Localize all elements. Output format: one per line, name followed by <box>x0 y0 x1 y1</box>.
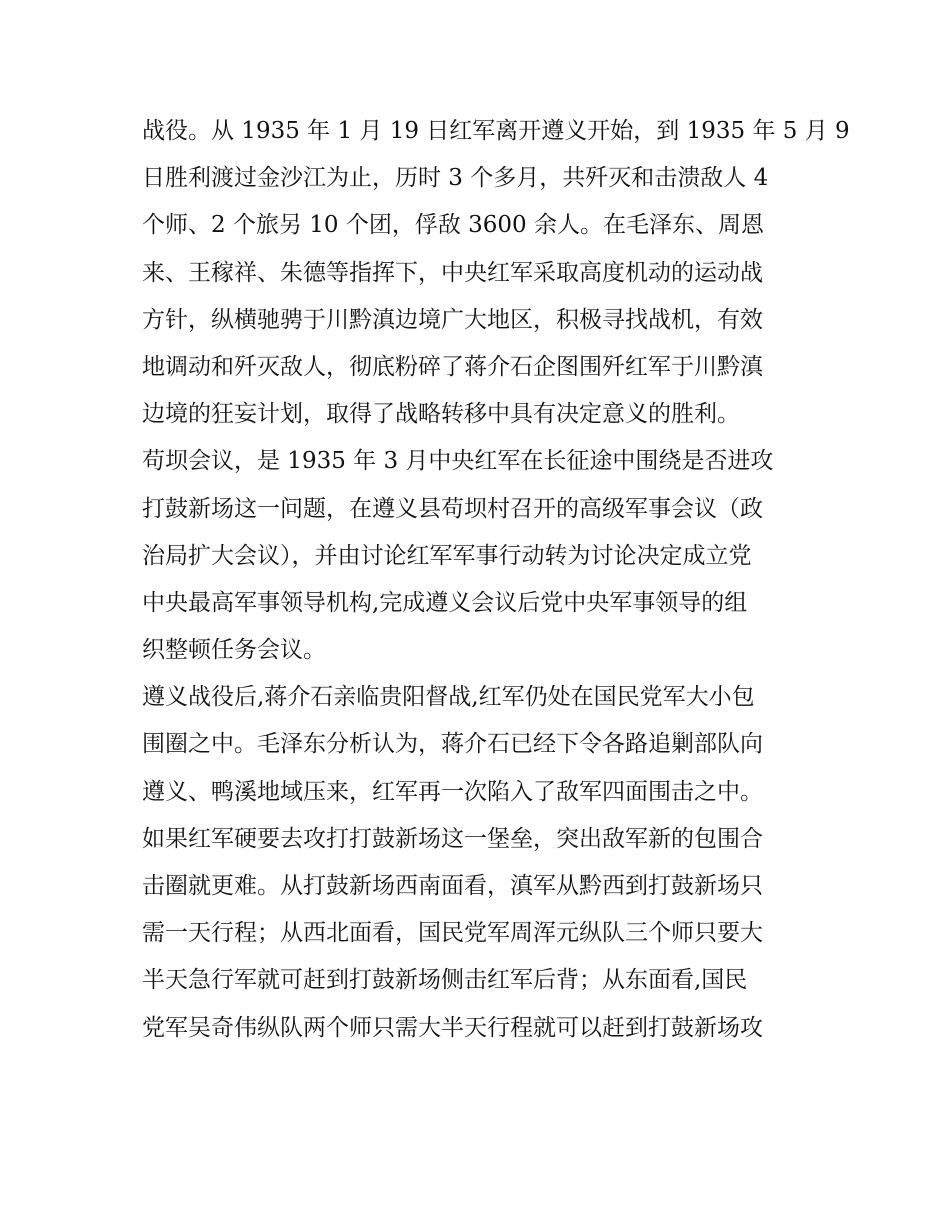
text-line: 遵义战役后,蒋介石亲临贵阳督战,红军仍处在国民党军大小包 <box>142 684 755 711</box>
text-line: 来、王稼祥、朱德等指挥下，中央红军采取高度机动的运动战 <box>142 259 763 286</box>
text-line: 党军吴奇伟纵队两个师只需大半天行程就可以赶到打鼓新场攻 <box>142 1014 763 1041</box>
text-line: 边境的狂妄计划，取得了战略转移中具有决定意义的胜利。 <box>142 401 740 428</box>
text-line: 需一天行程；从西北面看，国民党军周浑元纵队三个师只要大 <box>142 920 763 947</box>
text-line: 半天急行军就可赶到打鼓新场侧击红军后背；从东面看,国民 <box>142 967 748 994</box>
text-line: 遵义、鸭溪地域压来，红军再一次陷入了敌军四面围击之中。 <box>142 778 763 805</box>
text-line: 打鼓新场这一问题，在遵义县苟坝村召开的高级军事会议（政 <box>142 495 763 522</box>
text-line: 日胜利渡过金沙江为止，历时 3 个多月，共歼灭和击溃敌人 4 <box>142 165 769 192</box>
text-line: 中央最高军事领导机构,完成遵义会议后党中央军事领导的组 <box>142 589 748 616</box>
text-line: 战役。从 1935 年 1 月 19 日红军离开遵义开始，到 1935 年 5 月 9 <box>142 118 850 144</box>
text-line: 击圈就更难。从打鼓新场西南面看，滇军从黔西到打鼓新场只 <box>142 873 763 899</box>
text-line: 围圈之中。毛泽东分析认为，蒋介石已经下令各路追剿部队向 <box>142 731 763 758</box>
text-line: 如果红军硬要去攻打打鼓新场这一堡垒，突出敌军新的包围合 <box>142 825 763 852</box>
text-line: 地调动和歼灭敌人，彻底粉碎了蒋介石企图围歼红军于川黔滇 <box>142 353 763 380</box>
body-text <box>142 108 850 1052</box>
text-line: 织整顿任务会议。 <box>142 637 326 664</box>
text-line: 苟坝会议，是 1935 年 3 月中央红军在长征途中围绕是否进攻 <box>142 448 774 475</box>
text-line: 治局扩大会议），并由讨论红军军事行动转为讨论决定成立党 <box>142 542 752 569</box>
text-line: 方针，纵横驰骋于川黔滇边境广大地区，积极寻找战机，有效 <box>142 306 763 333</box>
text-line: 个师、2 个旅另 10 个团，俘敌 3600 余人。在毛泽东、周恩 <box>142 212 764 239</box>
